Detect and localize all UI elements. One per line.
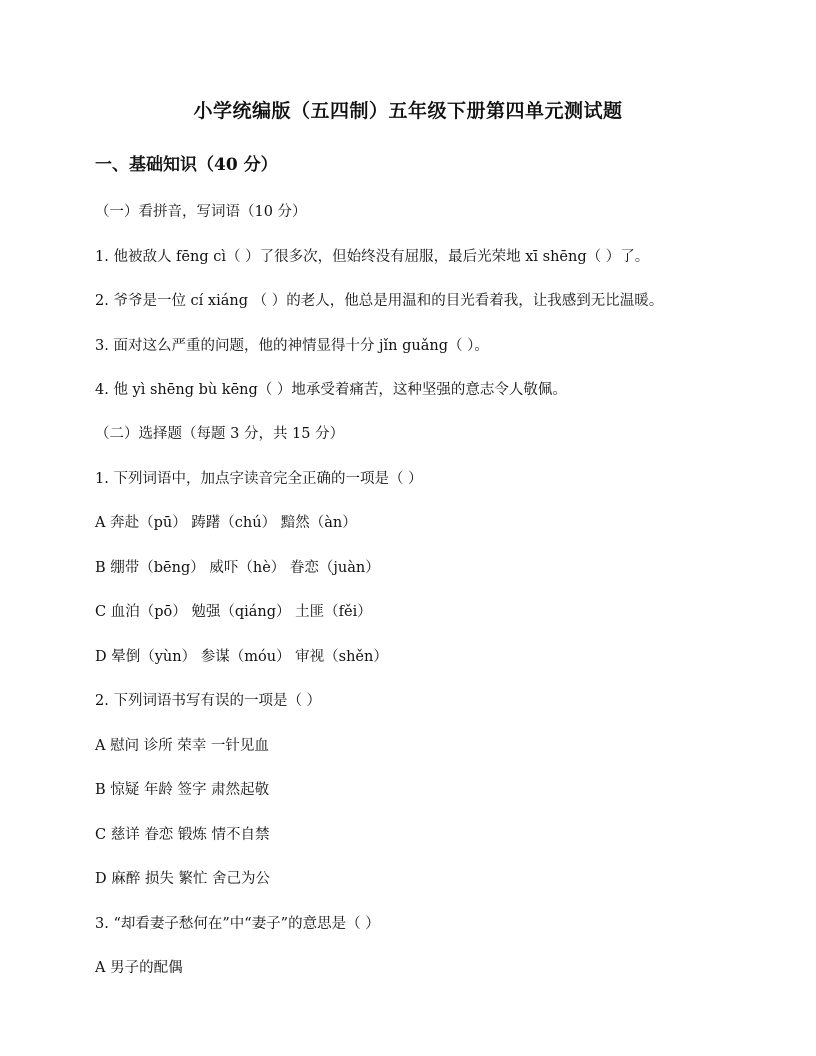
choice-question-2-option-b: B 惊疑 年龄 签字 肃然起敬 (95, 782, 270, 798)
part-heading-choice: （二）选择题（每题 3 分，共 15 分） (95, 426, 345, 442)
document-title: 小学统编版（五四制）五年级下册第四单元测试题 (193, 100, 623, 122)
choice-question-2-stem: 2. 下列词语书写有误的一项是（ ） (95, 693, 322, 709)
choice-question-1-option-c: C 血泊（pō） 勉强（qiáng） 土匪（fěi） (95, 604, 372, 620)
pinyin-question-4: 4. 他 yì shēng bù kēng（ ）地承受着痛苦，这种坚强的意志令人敬佩。 (95, 382, 567, 398)
choice-question-2-option-d: D 麻醉 损失 繁忙 舍己为公 (95, 871, 271, 887)
choice-question-3-stem: 3. “却看妻子愁何在”中“妻子”的意思是（ ） (95, 916, 380, 932)
choice-question-1-option-b: B 绷带（bēng） 威吓（hè） 眷恋（juàn） (95, 560, 380, 576)
choice-question-2-option-a: A 慰问 诊所 荣幸 一针见血 (95, 738, 269, 754)
choice-question-1-option-d: D 晕倒（yùn） 参谋（móu） 审视（shěn） (95, 649, 388, 665)
choice-question-1-option-a: A 奔赴（pū） 踌躇（chú） 黯然（àn） (95, 515, 357, 531)
choice-question-3-option-a: A 男子的配偶 (95, 960, 183, 976)
choice-question-2-option-c: C 慈详 眷恋 锻炼 情不自禁 (95, 827, 270, 843)
section-heading-basic-knowledge: 一、基础知识（40 分） (95, 155, 278, 175)
part-heading-pinyin: （一）看拼音，写词语（10 分） (95, 204, 307, 220)
pinyin-question-2: 2. 爷爷是一位 cí xiáng （ ）的老人，他总是用温和的目光看着我，让我感到无比温暖。 (95, 293, 664, 309)
pinyin-question-3: 3. 面对这么严重的问题，他的神情显得十分 jǐn guǎng（ ）。 (95, 338, 489, 354)
choice-question-1-stem: 1. 下列词语中，加点字读音完全正确的一项是（ ） (95, 471, 423, 487)
pinyin-question-1: 1. 他被敌人 fēng cì（ ）了很多次，但始终没有屈服，最后光荣地 xī shēng（ ）了。 (95, 249, 650, 265)
